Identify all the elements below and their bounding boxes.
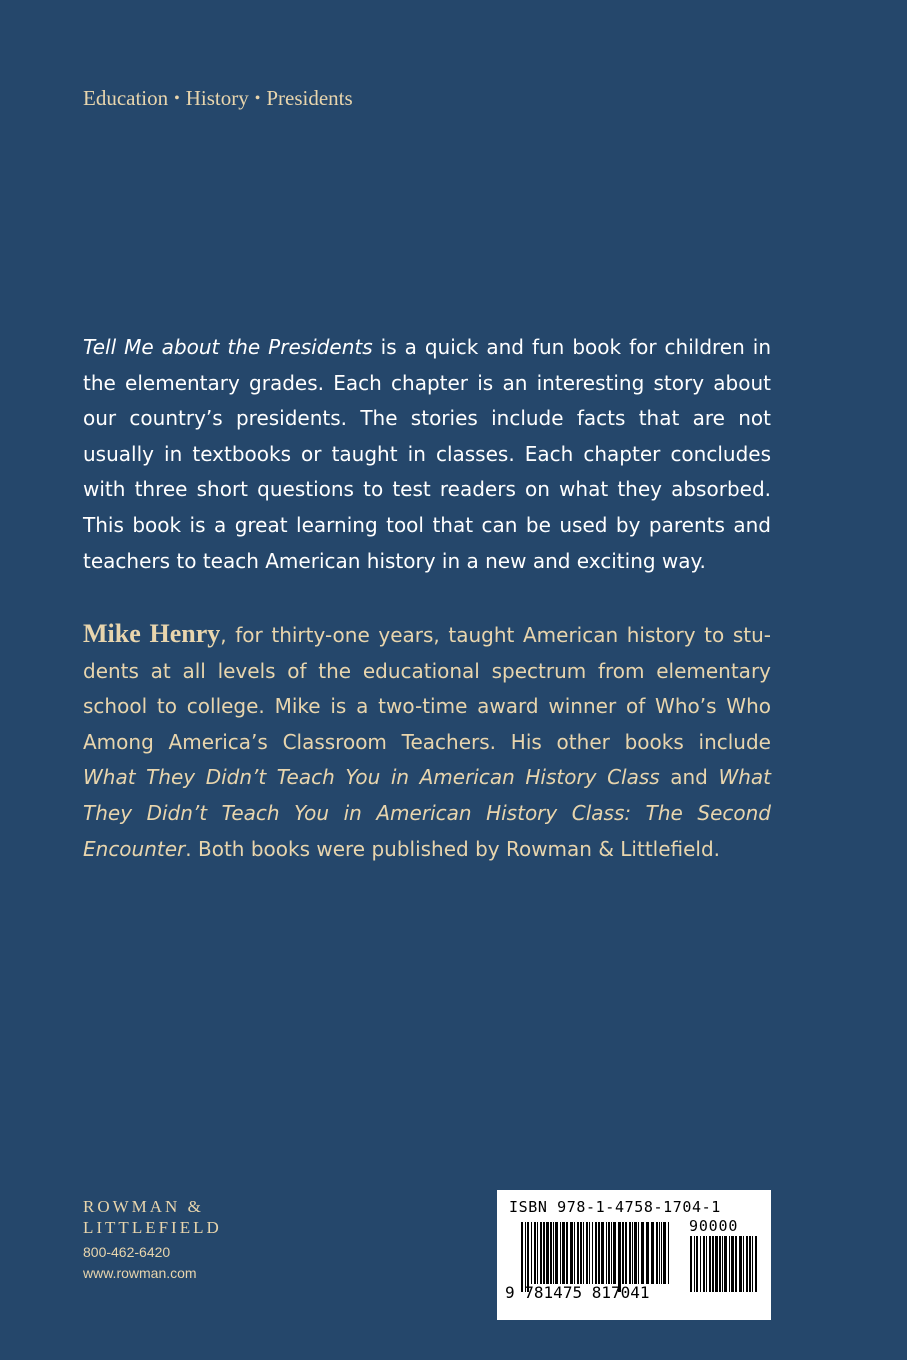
barcode-bar bbox=[746, 1236, 748, 1292]
barcode-bar bbox=[531, 1222, 532, 1284]
barcode-bar bbox=[656, 1222, 658, 1284]
barcode-bar bbox=[598, 1222, 600, 1284]
barcode-bar bbox=[749, 1236, 751, 1292]
publisher-logo-line1: ROWMAN & bbox=[83, 1197, 204, 1216]
book-description bbox=[83, 330, 771, 579]
author-name: Mike Henry bbox=[83, 619, 221, 648]
barcode-bar bbox=[729, 1236, 730, 1292]
barcode-bar bbox=[570, 1222, 573, 1284]
barcode-bar bbox=[752, 1236, 753, 1292]
barcode-bar bbox=[661, 1222, 662, 1284]
barcode-bar bbox=[719, 1236, 721, 1292]
book-title: Tell Me about the Presidents bbox=[83, 335, 373, 359]
barcode-bar bbox=[592, 1222, 593, 1284]
isbn-number: ISBN 978-1-4758-1704-1 bbox=[509, 1198, 721, 1216]
category-history: History bbox=[185, 86, 249, 110]
bullet-separator: • bbox=[254, 90, 261, 107]
ean-left-digits: 781475 bbox=[524, 1283, 583, 1302]
description-text: is a quick and fun book for children in the elementary grades. Each chapter is an interesting story about our country’s presidents. The stories include facts that are not usually in textbooks or taught in classes. Each chapter concludes with three short questions to test readers on what they absorbed. This book is a great learning tool that can be used by parents and teachers to teach American history in a new and exciting way. bbox=[83, 335, 772, 573]
bio-text: . Both books were published by Rowman & Littlefield. bbox=[185, 836, 721, 861]
barcode-bar bbox=[625, 1222, 627, 1284]
ean-barcode-bars bbox=[521, 1222, 673, 1292]
barcode-bar bbox=[580, 1222, 582, 1284]
barcode-bar bbox=[613, 1222, 616, 1284]
barcode-bar bbox=[703, 1236, 705, 1292]
barcode-bar bbox=[618, 1222, 621, 1292]
other-book-title: What They Didn’t Teach You in American History Class bbox=[83, 765, 660, 790]
barcode-bar bbox=[543, 1222, 545, 1284]
barcode-bar bbox=[574, 1222, 575, 1284]
barcode-bar bbox=[743, 1236, 744, 1292]
publisher-phone: 800-462-6420 bbox=[83, 1244, 171, 1260]
barcode-bar bbox=[634, 1222, 637, 1284]
barcode-bar bbox=[659, 1222, 660, 1284]
publisher-logo-line2: LITTLEFIELD bbox=[83, 1218, 222, 1237]
barcode-bar bbox=[700, 1236, 701, 1292]
barcode-bar bbox=[562, 1222, 565, 1284]
barcode-bar bbox=[622, 1222, 624, 1284]
barcode-bar bbox=[601, 1222, 604, 1284]
author-bio bbox=[83, 616, 771, 867]
barcode-bar bbox=[709, 1236, 711, 1292]
barcode-bar bbox=[638, 1222, 639, 1284]
barcode-bar bbox=[735, 1236, 737, 1292]
bio-text: and bbox=[659, 765, 719, 790]
barcode-bar bbox=[606, 1222, 607, 1284]
barcode-bar bbox=[706, 1236, 707, 1292]
barcode-bar bbox=[651, 1222, 654, 1284]
barcode-bar bbox=[589, 1222, 590, 1284]
barcode-bar bbox=[586, 1222, 588, 1284]
barcode-bar bbox=[755, 1236, 757, 1292]
barcode-bar bbox=[694, 1236, 695, 1292]
barcode-bar bbox=[722, 1236, 723, 1292]
barcode-bar bbox=[546, 1222, 549, 1284]
category-education: Education bbox=[83, 86, 169, 110]
barcode-bar bbox=[731, 1236, 734, 1292]
ean-right-digits: 817041 bbox=[591, 1283, 650, 1302]
publisher-block bbox=[83, 1196, 222, 1284]
barcode-bar bbox=[668, 1222, 669, 1284]
barcode-bar bbox=[583, 1222, 584, 1284]
barcode-bar bbox=[712, 1236, 714, 1292]
barcode-bar bbox=[641, 1222, 644, 1284]
barcode-bar bbox=[527, 1222, 529, 1292]
barcode-bar bbox=[646, 1222, 649, 1284]
barcode-bar bbox=[534, 1222, 536, 1284]
barcode-bar bbox=[608, 1222, 610, 1284]
bio-text: , for thirty-one years, taught American history to students at all levels of the educational spectrum from elementary school to college. Mike is a two-time award winner of Who’s Who Among America’s Classroom Teachers. His other books include bbox=[83, 623, 771, 754]
barcode-bar bbox=[629, 1222, 631, 1284]
barcode-bar bbox=[537, 1222, 538, 1284]
barcode-bar bbox=[560, 1222, 561, 1284]
publisher-url: www.rowman.com bbox=[83, 1265, 197, 1281]
ean-first-digit: 9 bbox=[505, 1283, 515, 1302]
barcode-bar bbox=[595, 1222, 597, 1284]
bullet-separator: • bbox=[174, 90, 180, 107]
barcode-bar bbox=[525, 1222, 526, 1292]
barcode-bar bbox=[611, 1222, 612, 1284]
barcode-bar bbox=[696, 1236, 698, 1292]
other-book-title: What They Didn’t Teach You in American History Class: The Second Encounter bbox=[83, 765, 771, 861]
barcode-bar bbox=[521, 1222, 523, 1292]
barcode-bar bbox=[739, 1236, 742, 1292]
barcode-bar bbox=[632, 1222, 633, 1284]
barcode-bar bbox=[663, 1222, 666, 1284]
ean-digits bbox=[505, 1283, 650, 1302]
addon-barcode-bars bbox=[690, 1236, 760, 1292]
barcode-bar bbox=[715, 1236, 718, 1292]
price-addon-number: 90000 bbox=[689, 1217, 739, 1235]
barcode-bar bbox=[555, 1222, 558, 1284]
isbn-barcode bbox=[497, 1190, 771, 1320]
category-presidents: Presidents bbox=[266, 86, 353, 110]
barcode-bar bbox=[566, 1222, 568, 1284]
barcode-bar bbox=[724, 1236, 727, 1292]
barcode-bar bbox=[550, 1222, 552, 1284]
barcode-bar bbox=[540, 1222, 542, 1284]
barcode-bar bbox=[690, 1236, 692, 1292]
barcode-bar bbox=[553, 1222, 554, 1284]
category-line bbox=[83, 86, 353, 111]
barcode-bar bbox=[577, 1222, 579, 1284]
